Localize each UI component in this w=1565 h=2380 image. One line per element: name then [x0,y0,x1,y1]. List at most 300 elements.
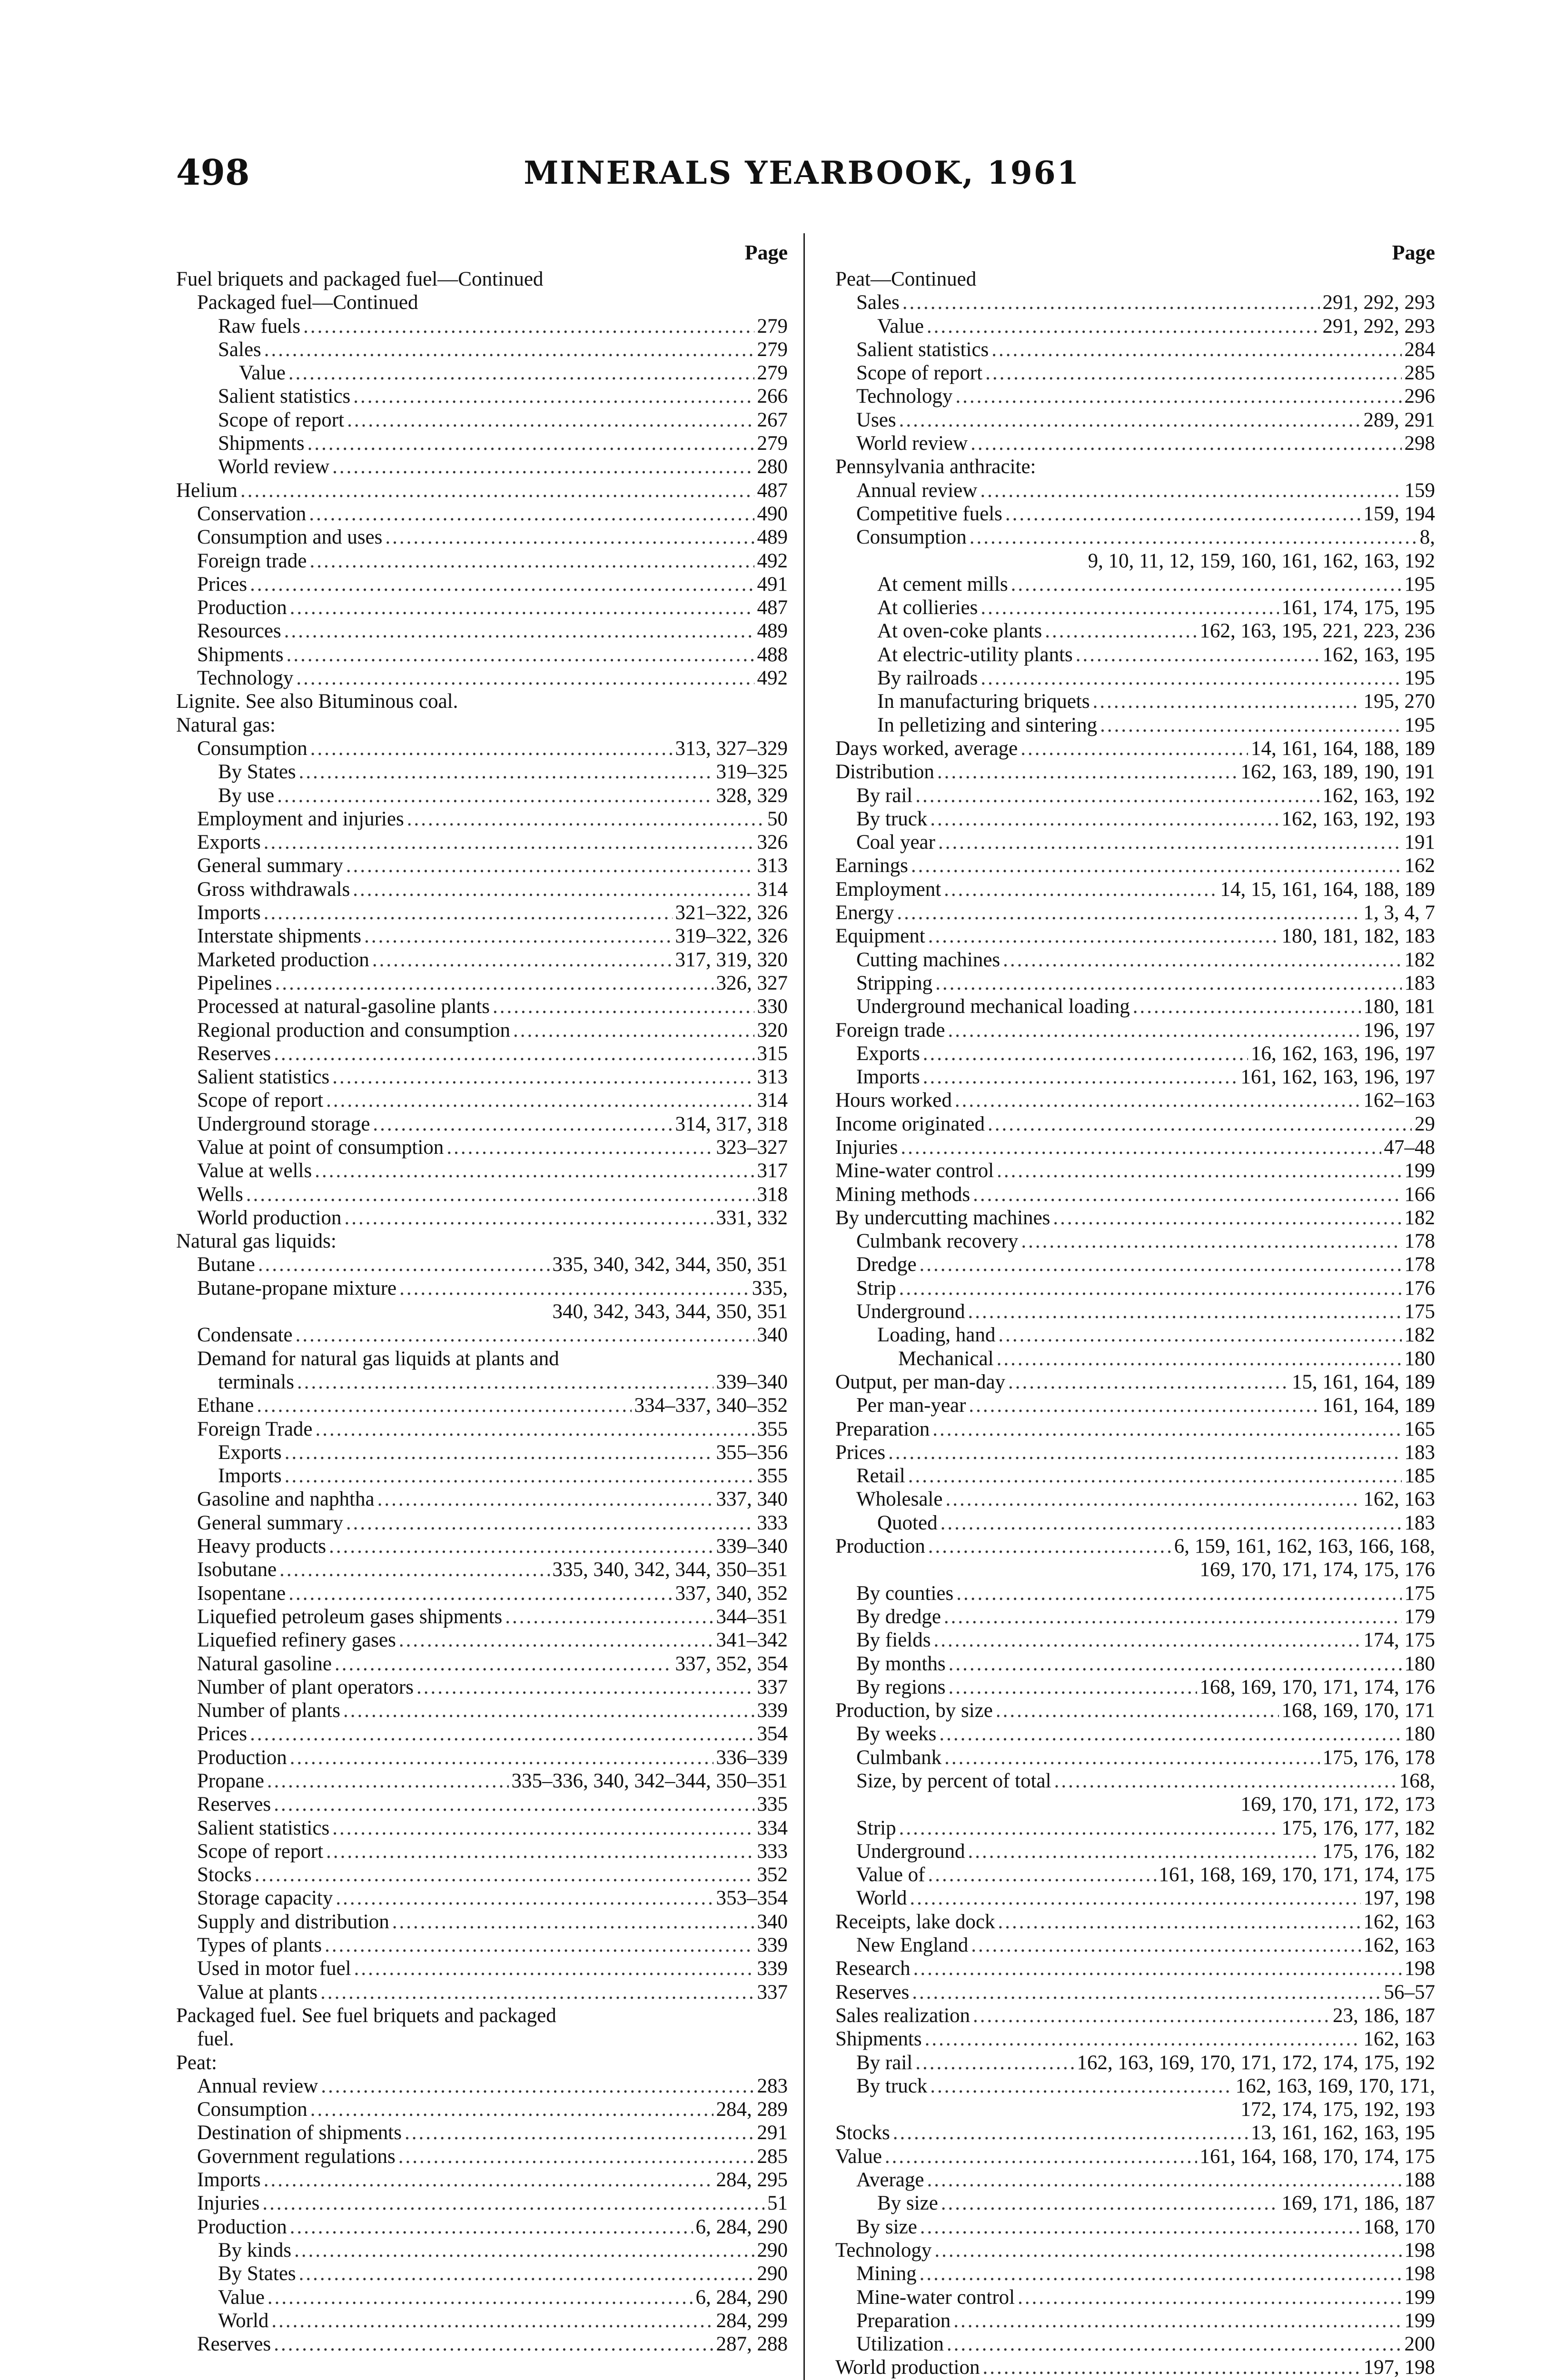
leader-dots [353,878,754,901]
entry-term: By months [856,1652,946,1675]
entry-term: World [218,2309,269,2332]
leader-dots [335,1652,673,1676]
entry-term: Value at wells [197,1160,312,1182]
leader-dots [991,338,1401,361]
entry-term: Shipments [835,2028,922,2051]
entry-pages: 14, 15, 161, 164, 188, 189 [1220,878,1435,901]
index-entry [176,1112,788,1136]
leader-dots [928,1863,1156,1886]
entry-term: By kinds [218,2239,292,2261]
leader-dots [1093,690,1361,713]
index-entry [176,1488,788,1511]
index-entries [835,268,1435,2380]
entry-pages: 492 [757,549,788,572]
entry-term: Packaged fuel—Continued [197,291,418,314]
entry-pages: 341–342 [716,1629,788,1652]
entry-pages: 162, 163, 189, 190, 191 [1240,761,1435,783]
entry-pages: 283 [757,2074,788,2097]
entry-pages: 284 [1404,338,1435,361]
index-entry [835,784,1435,807]
leader-dots [969,1394,1319,1417]
entry-pages: 169, 171, 186, 187 [1281,2192,1435,2215]
leader-dots [285,1441,713,1464]
entry-term: Storage capacity [197,1887,333,1910]
entry-pages: 161, 174, 175, 195 [1281,596,1435,619]
index-entry [835,1746,1435,1769]
index-entry [176,831,788,854]
entry-term: By States [218,2262,296,2285]
entry-pages: 198 [1404,2262,1435,2285]
leader-dots [973,2004,1330,2027]
index-entry [176,1981,788,2004]
leader-dots [399,1277,749,1300]
leader-dots [343,1699,754,1722]
index-entry [835,361,1435,385]
entry-term: Shipments [197,643,284,666]
entry-term: Ethane [197,1394,254,1417]
leader-dots [262,2192,764,2215]
entry-pages: 285 [1404,362,1435,385]
index-entry [835,1981,1435,2004]
entry-term: Demand for natural gas liquids at plants and [197,1347,559,1370]
entry-pages: 335–336, 340, 342–344, 350–351 [511,1770,788,1792]
leader-dots [347,408,754,432]
entry-pages: 175, 176, 182 [1322,1840,1435,1863]
entry-term: Equipment [835,925,925,948]
index-entry [176,1042,788,1065]
entry-term: Imports [197,2169,261,2192]
entry-pages: 285 [757,2145,788,2168]
entry-pages: 287, 288 [716,2333,788,2356]
entry-pages: 162, 163 [1363,1488,1435,1511]
index-entry [835,1535,1435,1558]
entry-term: Imports [218,1465,282,1488]
leader-dots [297,1370,713,1394]
entry-pages: 168, 169, 170, 171 [1281,1699,1435,1722]
entry-pages: 178 [1404,1253,1435,1276]
index-entry [176,1394,788,1417]
entry-pages: 328, 329 [716,784,788,807]
entry-term: Exports [197,831,261,854]
entry-pages: 339–340 [716,1370,788,1393]
leader-dots [935,972,1401,995]
leader-dots [997,1347,1402,1370]
leader-dots [326,1089,754,1112]
leader-dots [938,831,1402,854]
page-title: MINERALS YEARBOOK, 1961 [524,154,1080,191]
leader-dots [332,455,754,478]
entry-term: Types of plants [197,1934,322,1957]
index-entry [835,2192,1435,2215]
index-entry [176,1863,788,1886]
entry-term: Peat: [176,2051,217,2074]
entry-term: Mine-water control [835,1160,994,1182]
leader-dots [1054,1769,1397,1793]
leader-dots [290,1746,713,1769]
index-entry [835,1840,1435,1863]
index-entry [835,2004,1435,2027]
index-entry [176,596,788,619]
leader-dots [258,1253,550,1276]
index-entry [835,737,1435,760]
entry-pages: 1, 3, 4, 7 [1363,902,1435,924]
entry-term: Value [877,315,924,337]
index-entry [835,1582,1435,1605]
leader-dots [284,619,754,643]
entry-pages: 487 [757,479,788,502]
leader-dots [264,2168,713,2192]
entry-pages: 319–322, 326 [675,925,788,948]
index-entry [835,385,1435,408]
leader-dots [927,2168,1401,2192]
leader-dots [307,432,754,455]
entry-pages: 161, 168, 169, 170, 171, 174, 175 [1159,1864,1435,1886]
entry-pages: 355 [757,1465,788,1488]
leader-dots [930,2074,1232,2098]
leader-dots [290,2215,693,2239]
leader-dots [1045,619,1197,643]
entry-pages: 174, 175 [1363,1629,1435,1652]
entry-term: By truck [856,2074,928,2097]
leader-dots [279,1558,549,1581]
index-entry [835,1277,1435,1300]
leader-dots [255,1863,754,1886]
leader-dots [309,502,754,526]
leader-dots [1018,2286,1401,2309]
entry-pages: 182 [1404,1206,1435,1229]
index-entry [176,315,788,338]
entry-term: Natural gas liquids: [176,1230,337,1253]
index-entry [176,760,788,783]
leader-dots [405,2121,754,2144]
leader-dots [899,1277,1402,1300]
entry-pages: 291, 292, 293 [1322,315,1435,337]
index-entry [176,1840,788,1863]
leader-dots [973,1183,1401,1206]
entry-term: Scope of report [218,408,345,431]
entry-pages: 166 [1404,1183,1435,1206]
entry-pages: 320 [757,1019,788,1041]
leader-dots [288,361,754,385]
entry-term: Retail [856,1465,905,1488]
leader-dots [1011,573,1402,596]
entry-pages: 489 [757,526,788,549]
entry-pages: 162, 163, 195 [1322,643,1435,666]
leader-dots [1005,502,1361,526]
entry-term: At electric-utility plants [877,643,1073,666]
entry-pages: 326, 327 [716,972,788,994]
entry-pages: 290 [757,2262,788,2285]
entry-term: Sales [218,338,261,361]
entry-term: Wholesale [856,1488,943,1511]
index-entries [176,268,788,2356]
index-entry [835,2286,1435,2309]
entry-term: Prices [835,1441,886,1464]
leader-dots [346,1511,754,1535]
index-entry [835,1886,1435,1910]
entry-pages: 314, 317, 318 [675,1112,788,1135]
entry-term: Isopentane [197,1582,286,1605]
index-entry [176,1019,788,1042]
entry-term: Underground storage [197,1112,370,1135]
index-entry [835,1863,1435,1886]
leader-dots [392,1910,754,1934]
entry-pages: 291 [757,2122,788,2144]
entry-pages: 182 [1404,1324,1435,1347]
index-entry [176,2051,788,2074]
leader-dots [1053,1206,1401,1230]
entry-term: Size, by percent of total [856,1770,1051,1792]
index-entry [835,807,1435,831]
entry-term: Resources [197,620,281,643]
entry-term: Scope of report [197,1089,324,1112]
entry-term: Regional production and consumption [197,1019,511,1041]
index-entry [176,2145,788,2168]
entry-term: Injuries [197,2192,260,2215]
index-entry [835,1253,1435,1276]
entry-pages: 180, 181 [1363,995,1435,1018]
entry-pages: 195 [1404,714,1435,736]
leader-dots [493,995,754,1018]
index-entry [835,268,1435,291]
entry-term: Quoted [877,1511,938,1534]
entry-pages: 162, 163, 169, 170, 171, [1235,2074,1435,2097]
entry-term: Heavy products [197,1535,327,1558]
index-entry [835,948,1435,972]
entry-term: World review [218,456,330,478]
leader-dots [885,2145,1197,2168]
entry-pages: 339 [757,1699,788,1722]
entry-pages: 314 [757,1089,788,1112]
entry-term: Gross withdrawals [197,878,350,901]
page-column-heading: Page [744,241,788,264]
entry-pages: 14, 161, 164, 188, 189 [1251,737,1435,760]
entry-pages: 56–57 [1384,1981,1435,2003]
entry-term: Annual review [856,479,978,502]
entry-pages: 279 [757,362,788,385]
entry-term: Packaged fuel. See fuel briquets and packaged [176,2004,556,2027]
entry-term: Natural gasoline [197,1652,332,1675]
entry-pages: 267 [757,408,788,431]
index-entry [176,878,788,901]
leader-dots [326,1840,754,1863]
index-entry [835,690,1435,713]
entry-term: Preparation [856,2309,951,2332]
entry-pages: 161, 162, 163, 196, 197 [1240,1066,1435,1089]
leader-dots [945,1488,1360,1511]
entry-pages: 317 [757,1160,788,1182]
entry-pages: 175 [1404,1300,1435,1323]
index-entry [835,1488,1435,1511]
index-entry [176,1323,788,1347]
leader-dots [288,1582,672,1605]
entry-pages: 178 [1404,1230,1435,1253]
entry-term: Reserves [197,1042,271,1065]
leader-dots [267,2286,693,2309]
entry-pages: 344–351 [716,1605,788,1628]
leader-dots [955,385,1401,408]
entry-term: By States [218,761,296,783]
index-entry [835,1934,1435,1957]
entry-pages: 162 [1404,854,1435,877]
leader-dots [893,2121,1248,2144]
entry-term: Peat—Continued [835,268,977,290]
leader-dots [953,2309,1401,2332]
index-entry [835,338,1435,361]
leader-dots [955,1089,1361,1112]
entry-pages: 334–337, 340–352 [634,1394,788,1417]
index-entry [176,549,788,573]
index-entry [176,1464,788,1488]
index-entry [835,831,1435,854]
entry-pages: 162, 163 [1363,1910,1435,1933]
entry-pages: 321–322, 326 [675,902,788,924]
entry-term: Distribution [835,761,934,783]
entry-term: Marketed production [197,948,369,971]
entry-pages: 198 [1404,2239,1435,2261]
entry-term: Technology [835,2239,932,2261]
leader-dots [908,1464,1402,1488]
index-entry [176,1253,788,1276]
entry-pages: 162, 163 [1363,1934,1435,1957]
entry-pages: 195, 270 [1363,690,1435,713]
index-entry [176,1441,788,1464]
entry-pages: 15, 161, 164, 189 [1292,1370,1435,1393]
entry-pages: 333 [757,1840,788,1863]
entry-term: Receipts, lake dock [835,1910,995,1933]
entry-term: Imports [856,1066,920,1089]
index-entry [835,2121,1435,2144]
index-entry [835,2051,1435,2074]
index-entry [176,2332,788,2356]
entry-term: Value [218,2286,265,2309]
entry-pages: 337, 340, 352 [675,1582,788,1605]
leader-dots [933,1628,1360,1652]
entry-pages: 199 [1404,1160,1435,1182]
index-entry [176,385,788,408]
entry-pages: 191 [1404,831,1435,854]
index-entry [176,1605,788,1628]
index-entry [835,2215,1435,2239]
leader-dots [399,1628,713,1652]
leader-dots [998,1323,1401,1347]
entry-term: Liquefied petroleum gases shipments [197,1605,503,1628]
entry-term: Strip [856,1277,896,1299]
entry-term: Foreign trade [835,1019,945,1041]
entry-pages: 331, 332 [716,1206,788,1229]
entry-term: Helium [176,479,238,502]
entry-term: World production [835,2356,980,2379]
entry-pages: 196, 197 [1363,1019,1435,1041]
entry-pages: 159, 194 [1363,502,1435,525]
entry-pages: 284, 289 [716,2098,788,2121]
leader-dots [377,1488,713,1511]
entry-term: Shipments [218,432,305,455]
leader-dots [285,1464,754,1488]
entry-pages: 183 [1404,1441,1435,1464]
index-entry [835,432,1435,455]
entry-pages: 318 [757,1183,788,1206]
entry-pages: 313, 327–329 [675,737,788,760]
index-entry [835,573,1435,596]
index-entry [835,1628,1435,1652]
entry-pages: 175 [1404,1582,1435,1605]
leader-dots [947,2332,1402,2356]
leader-dots [980,479,1401,502]
index-entry [176,1230,788,1253]
index-entry [176,2286,788,2309]
entry-term: Isobutane [197,1558,277,1581]
index-entry [176,2168,788,2192]
index-entry [176,1957,788,1980]
entry-term: Competitive fuels [856,502,1002,525]
entry-term: fuel. [197,2028,234,2051]
entry-pages: 16, 162, 163, 196, 197 [1251,1042,1435,1065]
index-entry [835,643,1435,666]
entry-term: Value at point of consumption [197,1136,444,1159]
entry-pages: 161, 164, 168, 170, 174, 175 [1199,2145,1435,2168]
entry-term: By undercutting machines [835,1206,1050,1229]
entry-term: Consumption [856,526,967,549]
entry-term: Consumption [197,737,307,760]
entry-term: Fuel briquets and packaged fuel—Continued [176,268,544,290]
entry-term: Processed at natural-gasoline plants [197,995,490,1018]
index-entry [176,1136,788,1159]
index-entry [835,1183,1435,1206]
leader-dots [915,784,1319,807]
entry-pages: 195 [1404,667,1435,690]
entry-term: Utilization [856,2333,944,2356]
index-entry [176,2027,788,2051]
index-entry [176,1699,788,1722]
index-entry [176,924,788,948]
leader-dots [981,596,1278,619]
entry-pages: 179 [1404,1605,1435,1628]
leader-dots [275,972,713,995]
entry-term: Underground [856,1300,965,1323]
entry-pages: 180 [1404,1723,1435,1745]
entry-pages: 51 [767,2192,788,2215]
index-entry [835,1910,1435,1934]
index-entry [176,807,788,831]
entry-pages: 335 [757,1793,788,1816]
entry-term: Salient statistics [218,385,351,408]
entry-term: Value of [856,1864,925,1886]
entry-term: Salient statistics [856,338,989,361]
entry-term: Sales realization [835,2004,970,2027]
entry-pages: 175, 176, 177, 182 [1281,1816,1435,1839]
entry-term: Dredge [856,1253,917,1276]
entry-term: In manufacturing briquets [877,690,1090,713]
entry-term: Employment and injuries [197,807,404,830]
leader-dots [257,1394,631,1417]
entry-term: Conservation [197,502,307,525]
entry-pages: 169, 170, 171, 172, 173 [1240,1793,1435,1816]
entry-term: Foreign Trade [197,1418,313,1440]
entry-term: Research [835,1957,911,1980]
entry-term: Scope of report [197,1840,324,1863]
entry-term: Average [856,2169,924,2192]
index-entry [176,1347,788,1370]
index-entry [176,1418,788,1441]
entry-pages: 315 [757,1042,788,1065]
leader-dots [923,1065,1238,1089]
index-entry [176,1159,788,1182]
index-entry [835,2309,1435,2332]
index-entry [835,1769,1435,1793]
entry-pages: 13, 161, 162, 163, 195 [1251,2122,1435,2144]
leader-dots [944,1746,1319,1769]
